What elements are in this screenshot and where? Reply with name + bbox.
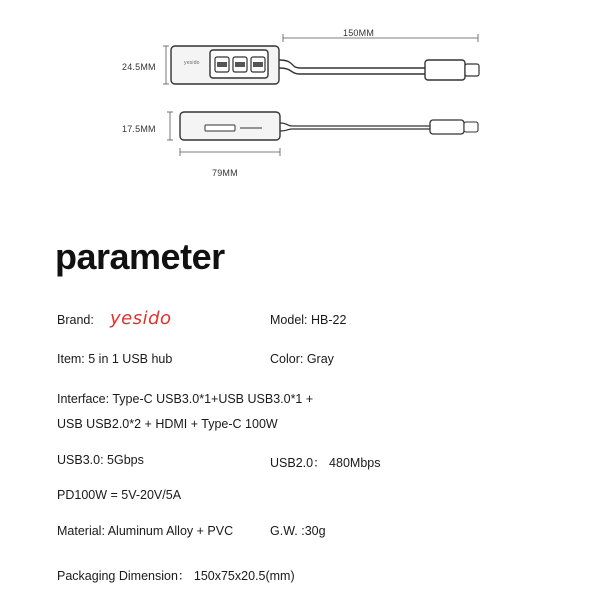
device-brand-mark: yesido	[184, 60, 200, 66]
interface-line-2: USB USB2.0*2 + HDMI + Type-C 100W	[57, 417, 278, 431]
pd-text: PD100W = 5V-20V/5A	[57, 488, 182, 502]
length-dimension-line	[283, 34, 478, 42]
height-side-label: 17.5MM	[122, 124, 156, 134]
item-text: Item: 5 in 1 USB hub	[57, 352, 173, 366]
usb2-speed: USB2.0： 480Mbps	[270, 456, 381, 470]
body-length-dimension-line	[180, 148, 280, 156]
product-drawing	[0, 0, 600, 200]
interface-line-1: Interface: Type-C USB3.0*1+USB USB3.0*1 +	[57, 392, 314, 406]
color-text: Color: Gray	[270, 352, 334, 366]
length-label: 150MM	[343, 28, 375, 38]
page-title: parameter	[55, 236, 225, 277]
brand-label: Brand:	[57, 313, 94, 327]
hub-top-view	[171, 46, 479, 84]
material-text: Material: Aluminum Alloy + PVC	[57, 524, 234, 538]
model-text: Model: HB-22	[270, 313, 347, 327]
brand-logo: yesido	[110, 308, 172, 329]
height-top-label: 24.5MM	[122, 62, 156, 72]
body-length-label: 79MM	[212, 168, 238, 178]
packaging-text: Packaging Dimension： 150x75x20.5(mm)	[57, 569, 295, 583]
usb3-speed: USB3.0: 5Gbps	[57, 453, 144, 467]
weight-text: G.W. :30g	[270, 524, 326, 538]
hub-side-view	[180, 112, 478, 140]
